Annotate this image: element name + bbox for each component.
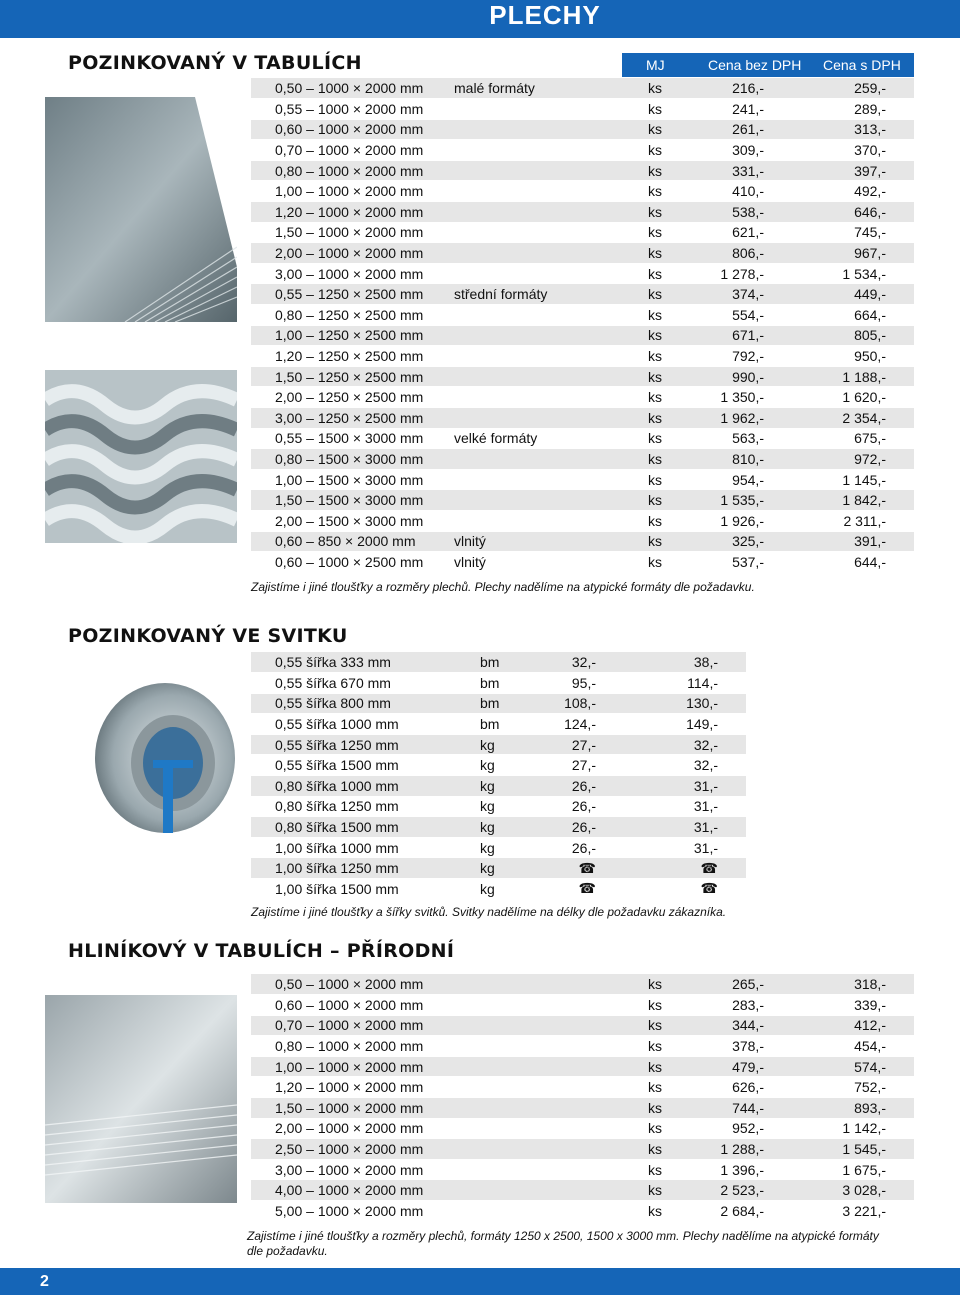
cell-mj: bm xyxy=(454,693,524,714)
galvanized-coil-table xyxy=(251,652,746,900)
cell-desc: 0,80 šířka 1000 mm xyxy=(251,776,454,797)
table-row xyxy=(251,673,746,694)
cell-mj: ks xyxy=(622,222,692,243)
cell-desc: 1,00 šířka 1500 mm xyxy=(251,879,454,900)
section-title-galvanized-sheets: POZINKOVANÝ V TABULÍCH xyxy=(68,52,362,74)
cell-cat xyxy=(454,222,622,243)
cell-gross: 2 311,- xyxy=(804,510,914,531)
galvanized-sheets-table xyxy=(251,78,914,573)
cell-gross: 805,- xyxy=(804,325,914,346)
cell-gross: 967,- xyxy=(804,243,914,264)
cell-gross: ☎ xyxy=(636,858,746,879)
column-header-price-gross: Cena s DPH xyxy=(823,57,901,73)
cell-cat xyxy=(454,263,622,284)
cell-mj: ks xyxy=(622,974,692,995)
cell-gross: 32,- xyxy=(636,734,746,755)
table-row xyxy=(251,202,914,223)
cell-gross: 259,- xyxy=(804,78,914,99)
table-row xyxy=(251,366,914,387)
cell-mj: ks xyxy=(622,408,692,429)
cell-mj: ks xyxy=(622,995,692,1016)
section-title-aluminium-sheets: HLINÍKOVÝ V TABULÍCH – PŘÍRODNÍ xyxy=(68,940,455,962)
table-row xyxy=(251,428,914,449)
cell-gross: 1 145,- xyxy=(804,469,914,490)
cell-net: 1 396,- xyxy=(692,1159,804,1180)
cell-gross: 1 545,- xyxy=(804,1139,914,1160)
table-row xyxy=(251,837,746,858)
cell-net: 1 350,- xyxy=(692,387,804,408)
cell-cat xyxy=(454,160,622,181)
cell-mj: ks xyxy=(622,1077,692,1098)
page-title: PLECHY xyxy=(489,0,601,30)
cell-desc: 0,55 šířka 800 mm xyxy=(251,693,454,714)
cell-net: 671,- xyxy=(692,325,804,346)
cell-mj: ks xyxy=(622,1098,692,1119)
cell-net: 563,- xyxy=(692,428,804,449)
cell-mj: ks xyxy=(622,1118,692,1139)
cell-mj: ks xyxy=(622,181,692,202)
cell-gross: 1 142,- xyxy=(804,1118,914,1139)
cell-net: 954,- xyxy=(692,469,804,490)
cell-desc: 0,80 – 1500 × 3000 mm xyxy=(251,449,454,470)
cell-cat xyxy=(454,181,622,202)
table-row xyxy=(251,140,914,161)
cell-mj: ks xyxy=(622,449,692,470)
cell-net: 283,- xyxy=(692,995,804,1016)
cell-desc: 1,50 – 1000 × 2000 mm xyxy=(251,222,454,243)
table-row xyxy=(251,858,746,879)
cell-mj: ks xyxy=(622,1056,692,1077)
cell-mj: ks xyxy=(622,346,692,367)
table-row xyxy=(251,469,914,490)
cell-mj: kg xyxy=(454,755,524,776)
cell-gross: 675,- xyxy=(804,428,914,449)
cell-desc: 4,00 – 1000 × 2000 mm xyxy=(251,1180,622,1201)
cell-net: 554,- xyxy=(692,305,804,326)
cell-net: 261,- xyxy=(692,119,804,140)
cell-net: 32,- xyxy=(524,652,636,673)
cell-desc: 1,00 – 1250 × 2500 mm xyxy=(251,325,454,346)
column-header-mj: MJ xyxy=(646,57,665,73)
cell-desc: 3,00 – 1250 × 2500 mm xyxy=(251,408,454,429)
table-row xyxy=(251,222,914,243)
cell-desc: 1,00 šířka 1000 mm xyxy=(251,837,454,858)
cell-mj: bm xyxy=(454,673,524,694)
cell-desc: 0,80 šířka 1500 mm xyxy=(251,817,454,838)
cell-net: 952,- xyxy=(692,1118,804,1139)
cell-net: 538,- xyxy=(692,202,804,223)
cell-desc: 0,70 – 1000 × 2000 mm xyxy=(251,140,454,161)
cell-net: 792,- xyxy=(692,346,804,367)
cell-net: 309,- xyxy=(692,140,804,161)
cell-cat xyxy=(454,469,622,490)
table-row xyxy=(251,243,914,264)
cell-desc: 0,55 šířka 1000 mm xyxy=(251,714,454,735)
cell-net: 1 926,- xyxy=(692,510,804,531)
table-row xyxy=(251,263,914,284)
table-row xyxy=(251,1036,914,1057)
cell-gross: 2 354,- xyxy=(804,408,914,429)
cell-desc: 1,00 šířka 1250 mm xyxy=(251,858,454,879)
cell-mj: ks xyxy=(622,469,692,490)
cell-desc: 0,60 – 850 × 2000 mm xyxy=(251,531,454,552)
cell-gross: 149,- xyxy=(636,714,746,735)
cell-net: 1 278,- xyxy=(692,263,804,284)
table-row xyxy=(251,1077,914,1098)
cell-mj: ks xyxy=(622,202,692,223)
cell-gross: 318,- xyxy=(804,974,914,995)
cell-gross: 1 534,- xyxy=(804,263,914,284)
cell-mj: ks xyxy=(622,1015,692,1036)
cell-desc: 3,00 – 1000 × 2000 mm xyxy=(251,1159,622,1180)
header-bar xyxy=(0,0,960,38)
cell-net: 621,- xyxy=(692,222,804,243)
cell-mj: ks xyxy=(622,284,692,305)
cell-desc: 3,00 – 1000 × 2000 mm xyxy=(251,263,454,284)
cell-net: 331,- xyxy=(692,160,804,181)
table-row xyxy=(251,1139,914,1160)
cell-net: 26,- xyxy=(524,796,636,817)
cell-gross: 31,- xyxy=(636,837,746,858)
cell-gross: 114,- xyxy=(636,673,746,694)
table-row xyxy=(251,346,914,367)
cell-cat xyxy=(454,140,622,161)
cell-mj: ks xyxy=(622,552,692,573)
cell-desc: 0,80 – 1250 × 2500 mm xyxy=(251,305,454,326)
cell-cat xyxy=(454,119,622,140)
table-row xyxy=(251,1056,914,1077)
cell-cat xyxy=(454,408,622,429)
table-row xyxy=(251,776,746,797)
cell-mj: bm xyxy=(454,652,524,673)
cell-net: 990,- xyxy=(692,366,804,387)
cell-gross: 893,- xyxy=(804,1098,914,1119)
cell-mj: ks xyxy=(622,119,692,140)
table-row xyxy=(251,119,914,140)
table-row xyxy=(251,531,914,552)
aluminium-sheets-note: Zajistíme i jiné tloušťky a rozměry plechů, formáty 1250 x 2500, 1500 x 3000 mm. Plechy nadělíme na atypické formáty dle požadavku. xyxy=(247,1229,879,1258)
cell-mj: kg xyxy=(454,879,524,900)
cell-gross: 449,- xyxy=(804,284,914,305)
aluminium-sheets-photo xyxy=(45,995,237,1203)
cell-net: 626,- xyxy=(692,1077,804,1098)
cell-cat: vlnitý xyxy=(454,531,622,552)
cell-gross: 38,- xyxy=(636,652,746,673)
cell-gross: 752,- xyxy=(804,1077,914,1098)
cell-net: 241,- xyxy=(692,99,804,120)
cell-mj: kg xyxy=(454,776,524,797)
cell-desc: 1,00 – 1000 × 2000 mm xyxy=(251,181,454,202)
cell-desc: 0,80 – 1000 × 2000 mm xyxy=(251,1036,622,1057)
cell-net: 1 535,- xyxy=(692,490,804,511)
cell-net: 108,- xyxy=(524,693,636,714)
cell-cat: střední formáty xyxy=(454,284,622,305)
section-title-galvanized-coil: POZINKOVANÝ VE SVITKU xyxy=(68,625,348,647)
cell-mj: ks xyxy=(622,243,692,264)
cell-mj: ks xyxy=(622,263,692,284)
cell-gross: 574,- xyxy=(804,1056,914,1077)
cell-desc: 2,00 – 1500 × 3000 mm xyxy=(251,510,454,531)
galvanized-sheets-note: Zajistíme i jiné tloušťky a rozměry plechů. Plechy nadělíme na atypické formáty dle požadavku. xyxy=(251,580,755,594)
table-row xyxy=(251,693,746,714)
cell-cat: malé formáty xyxy=(454,78,622,99)
cell-desc: 0,50 – 1000 × 2000 mm xyxy=(251,974,622,995)
table-row xyxy=(251,995,914,1016)
cell-net: 325,- xyxy=(692,531,804,552)
cell-cat: velké formáty xyxy=(454,428,622,449)
table-row xyxy=(251,387,914,408)
table-row xyxy=(251,1180,914,1201)
cell-desc: 0,55 šířka 1500 mm xyxy=(251,755,454,776)
cell-gross: 1 188,- xyxy=(804,366,914,387)
cell-net: 2 523,- xyxy=(692,1180,804,1201)
table-row xyxy=(251,325,914,346)
cell-gross: 31,- xyxy=(636,776,746,797)
cell-mj: ks xyxy=(622,140,692,161)
cell-net: 537,- xyxy=(692,552,804,573)
cell-gross: 391,- xyxy=(804,531,914,552)
cell-desc: 0,55 šířka 1250 mm xyxy=(251,734,454,755)
cell-net: 2 684,- xyxy=(692,1201,804,1222)
cell-cat xyxy=(454,243,622,264)
cell-mj: ks xyxy=(622,1036,692,1057)
table-row xyxy=(251,796,746,817)
cell-cat xyxy=(454,99,622,120)
cell-desc: 1,20 – 1250 × 2500 mm xyxy=(251,346,454,367)
cell-cat xyxy=(454,305,622,326)
cell-net: 26,- xyxy=(524,837,636,858)
cell-net: 95,- xyxy=(524,673,636,694)
table-row xyxy=(251,552,914,573)
galvanized-sheets-photo xyxy=(45,97,237,322)
table-row xyxy=(251,974,914,995)
cell-net: 479,- xyxy=(692,1056,804,1077)
table-row xyxy=(251,78,914,99)
cell-cat xyxy=(454,490,622,511)
cell-mj: ks xyxy=(622,1180,692,1201)
cell-cat: vlnitý xyxy=(454,552,622,573)
cell-mj: kg xyxy=(454,837,524,858)
cell-net: 344,- xyxy=(692,1015,804,1036)
cell-mj: ks xyxy=(622,325,692,346)
table-row xyxy=(251,879,746,900)
cell-net: 410,- xyxy=(692,181,804,202)
cell-mj: ks xyxy=(622,160,692,181)
cell-mj: kg xyxy=(454,817,524,838)
page-number: 2 xyxy=(40,1273,49,1290)
cell-mj: ks xyxy=(622,1139,692,1160)
table-row xyxy=(251,755,746,776)
cell-mj: kg xyxy=(454,858,524,879)
cell-gross: 32,- xyxy=(636,755,746,776)
cell-desc: 0,60 – 1000 × 2000 mm xyxy=(251,995,622,1016)
cell-desc: 2,00 – 1000 × 2000 mm xyxy=(251,1118,622,1139)
cell-gross: 492,- xyxy=(804,181,914,202)
cell-net: 374,- xyxy=(692,284,804,305)
cell-gross: 454,- xyxy=(804,1036,914,1057)
cell-gross: 1 842,- xyxy=(804,490,914,511)
cell-gross: 1 675,- xyxy=(804,1159,914,1180)
table-row xyxy=(251,449,914,470)
cell-mj: ks xyxy=(622,387,692,408)
cell-desc: 0,55 – 1500 × 3000 mm xyxy=(251,428,454,449)
column-header-bar xyxy=(622,53,914,77)
cell-cat xyxy=(454,449,622,470)
cell-desc: 0,55 – 1250 × 2500 mm xyxy=(251,284,454,305)
cell-gross: 313,- xyxy=(804,119,914,140)
cell-cat xyxy=(454,346,622,367)
table-row xyxy=(251,1201,914,1222)
cell-mj: bm xyxy=(454,714,524,735)
cell-net: 27,- xyxy=(524,734,636,755)
cell-desc: 0,50 – 1000 × 2000 mm xyxy=(251,78,454,99)
cell-gross: 3 028,- xyxy=(804,1180,914,1201)
table-row xyxy=(251,284,914,305)
table-row xyxy=(251,1015,914,1036)
cell-mj: kg xyxy=(454,734,524,755)
cell-mj: ks xyxy=(622,531,692,552)
cell-net: 26,- xyxy=(524,817,636,838)
cell-net: ☎ xyxy=(524,858,636,879)
cell-desc: 1,50 – 1250 × 2500 mm xyxy=(251,366,454,387)
cell-mj: ks xyxy=(622,1201,692,1222)
table-row xyxy=(251,181,914,202)
cell-net: 26,- xyxy=(524,776,636,797)
cell-net: 744,- xyxy=(692,1098,804,1119)
table-row xyxy=(251,1118,914,1139)
cell-desc: 5,00 – 1000 × 2000 mm xyxy=(251,1201,622,1222)
table-row xyxy=(251,1098,914,1119)
column-header-price-net: Cena bez DPH xyxy=(708,57,802,73)
cell-desc: 0,80 – 1000 × 2000 mm xyxy=(251,160,454,181)
cell-cat xyxy=(454,202,622,223)
cell-gross: 289,- xyxy=(804,99,914,120)
cell-cat xyxy=(454,387,622,408)
cell-desc: 0,80 šířka 1250 mm xyxy=(251,796,454,817)
table-row xyxy=(251,510,914,531)
cell-gross: 339,- xyxy=(804,995,914,1016)
cell-mj: kg xyxy=(454,796,524,817)
cell-gross: 397,- xyxy=(804,160,914,181)
cell-desc: 0,55 – 1000 × 2000 mm xyxy=(251,99,454,120)
cell-gross: 31,- xyxy=(636,796,746,817)
cell-cat xyxy=(454,325,622,346)
table-row xyxy=(251,734,746,755)
cell-gross: 31,- xyxy=(636,817,746,838)
cell-net: 1 962,- xyxy=(692,408,804,429)
cell-gross: 1 620,- xyxy=(804,387,914,408)
cell-desc: 1,20 – 1000 × 2000 mm xyxy=(251,202,454,223)
table-row xyxy=(251,817,746,838)
table-row xyxy=(251,1159,914,1180)
cell-gross: 972,- xyxy=(804,449,914,470)
cell-desc: 0,55 šířka 670 mm xyxy=(251,673,454,694)
cell-mj: ks xyxy=(622,428,692,449)
cell-net: 806,- xyxy=(692,243,804,264)
cell-net: 1 288,- xyxy=(692,1139,804,1160)
cell-net: 265,- xyxy=(692,974,804,995)
cell-mj: ks xyxy=(622,1159,692,1180)
cell-mj: ks xyxy=(622,490,692,511)
cell-mj: ks xyxy=(622,510,692,531)
cell-mj: ks xyxy=(622,305,692,326)
cell-mj: ks xyxy=(622,366,692,387)
table-row xyxy=(251,305,914,326)
cell-gross: 745,- xyxy=(804,222,914,243)
cell-gross: 644,- xyxy=(804,552,914,573)
cell-desc: 1,50 – 1000 × 2000 mm xyxy=(251,1098,622,1119)
cell-desc: 0,55 šířka 333 mm xyxy=(251,652,454,673)
corrugated-sheet-photo xyxy=(45,370,237,543)
cell-gross: 950,- xyxy=(804,346,914,367)
galvanized-coil-note: Zajistíme i jiné tloušťky a šířky svitků. Svitky nadělíme na délky dle požadavku zákazníka. xyxy=(251,905,727,919)
cell-net: 216,- xyxy=(692,78,804,99)
cell-desc: 1,20 – 1000 × 2000 mm xyxy=(251,1077,622,1098)
table-row xyxy=(251,160,914,181)
cell-cat xyxy=(454,366,622,387)
aluminium-sheets-table xyxy=(251,974,914,1222)
cell-desc: 0,60 – 1000 × 2000 mm xyxy=(251,119,454,140)
cell-desc: 1,00 – 1500 × 3000 mm xyxy=(251,469,454,490)
cell-desc: 2,00 – 1250 × 2500 mm xyxy=(251,387,454,408)
cell-desc: 2,00 – 1000 × 2000 mm xyxy=(251,243,454,264)
table-row xyxy=(251,490,914,511)
cell-gross: 412,- xyxy=(804,1015,914,1036)
cell-cat xyxy=(454,510,622,531)
table-row xyxy=(251,652,746,673)
cell-desc: 1,50 – 1500 × 3000 mm xyxy=(251,490,454,511)
table-row xyxy=(251,99,914,120)
cell-gross: 646,- xyxy=(804,202,914,223)
cell-mj: ks xyxy=(622,99,692,120)
footer-bar xyxy=(0,1268,960,1295)
table-row xyxy=(251,714,746,735)
cell-desc: 2,50 – 1000 × 2000 mm xyxy=(251,1139,622,1160)
table-row xyxy=(251,408,914,429)
cell-desc: 0,60 – 1000 × 2500 mm xyxy=(251,552,454,573)
cell-net: ☎ xyxy=(524,879,636,900)
galvanized-coil-photo xyxy=(45,668,237,838)
cell-mj: ks xyxy=(622,78,692,99)
cell-gross: 130,- xyxy=(636,693,746,714)
cell-net: 378,- xyxy=(692,1036,804,1057)
cell-net: 27,- xyxy=(524,755,636,776)
cell-gross: ☎ xyxy=(636,879,746,900)
cell-net: 124,- xyxy=(524,714,636,735)
cell-gross: 370,- xyxy=(804,140,914,161)
cell-gross: 3 221,- xyxy=(804,1201,914,1222)
cell-desc: 0,70 – 1000 × 2000 mm xyxy=(251,1015,622,1036)
cell-desc: 1,00 – 1000 × 2000 mm xyxy=(251,1056,622,1077)
cell-gross: 664,- xyxy=(804,305,914,326)
cell-net: 810,- xyxy=(692,449,804,470)
